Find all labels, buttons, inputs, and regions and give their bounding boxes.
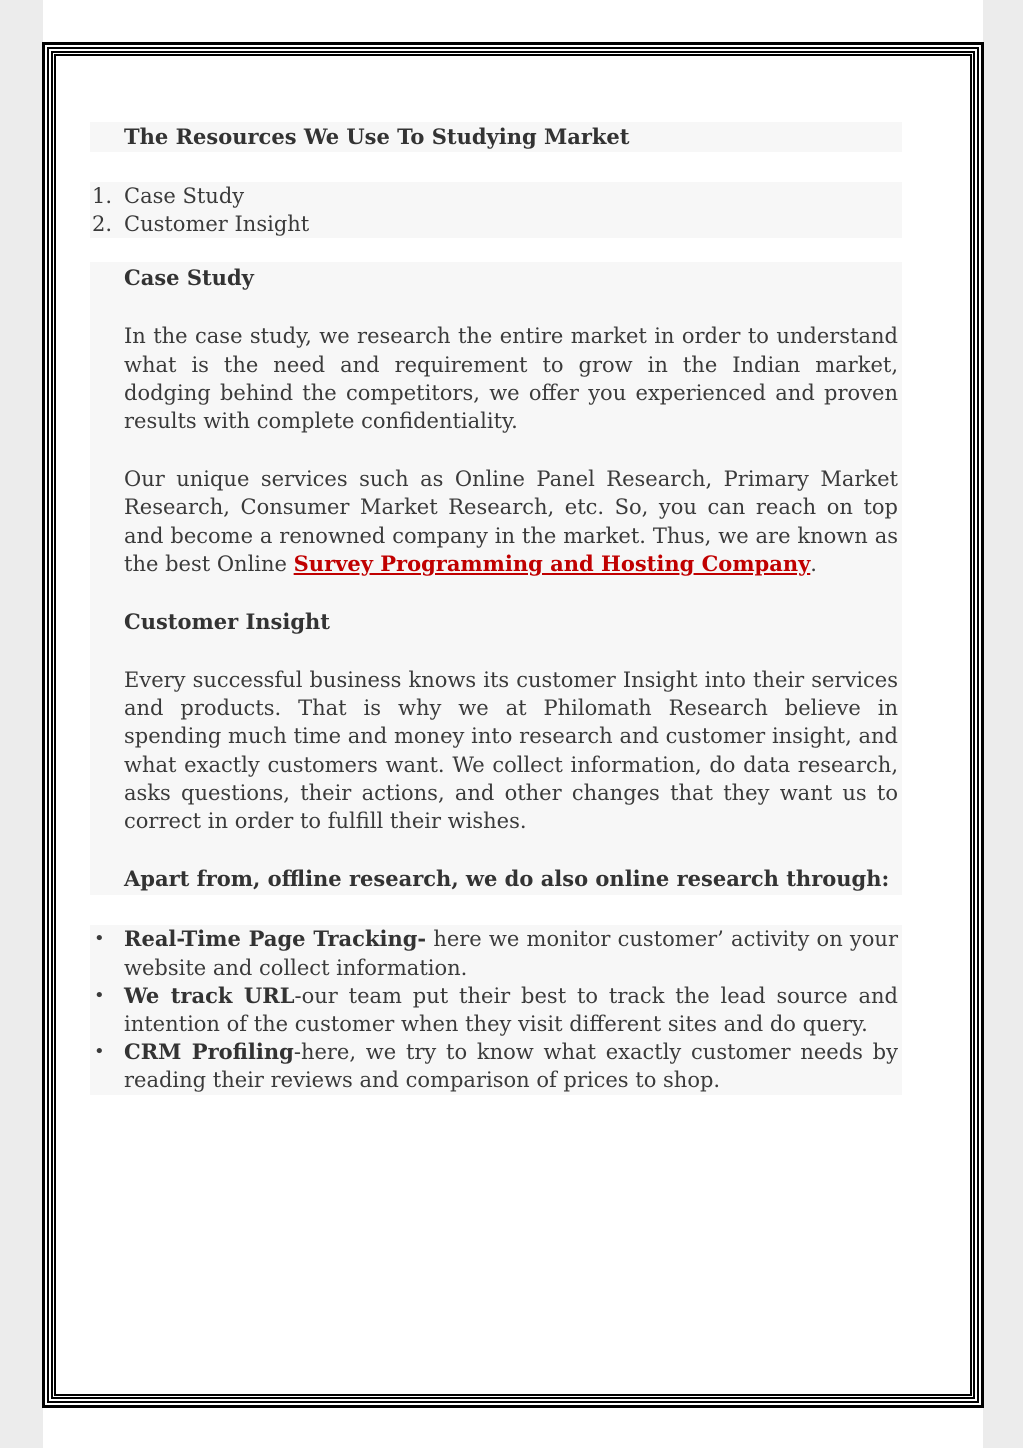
online-research-list (90, 925, 902, 1094)
bullet-text: here we monitor customer’ activity on your website and collect information. (124, 927, 898, 980)
survey-programming-link[interactable]: Survey Programming and Hosting Company (293, 550, 811, 576)
list-item (90, 182, 902, 210)
document-content (90, 122, 902, 1095)
list-item (90, 925, 902, 981)
online-research-heading: Apart from, offline research, we do also online research through: (124, 866, 890, 892)
bullet-title: We track URL (124, 982, 295, 1008)
bullet-title: Real-Time Page Tracking- (124, 926, 427, 952)
main-section (90, 262, 902, 895)
list-item-label: Case Study (124, 184, 245, 208)
paragraph-text: Our unique services such as Online Panel Research, Primary Market Research, Consumer Market Research, etc. So, you can reach on top and become a renowned company in the market. Thus, we are known as the best Online (124, 467, 898, 576)
bullet-icon: • (94, 1041, 105, 1063)
customer-insight-paragraph: Every successful business knows its customer Insight into their services and products. That is why we at Philomath Research believe in spending much time and money into research and customer insight, and what exactly customers want. We collect information, do data research, asks questions, their actions, and other changes that they want us to correct in order to fulfill their wishes. (124, 668, 898, 834)
list-number: 1. (91, 184, 112, 208)
customer-insight-heading: Customer Insight (124, 609, 331, 634)
case-study-heading: Case Study (124, 265, 254, 291)
bullet-text: -here, we try to know what exactly customer needs by reading their reviews and comparison of prices to shop. (124, 1040, 898, 1093)
list-number: 2. (91, 212, 112, 237)
paragraph-end: . (810, 551, 817, 576)
case-study-paragraph-1: In the case study, we research the entire market in order to understand what is the need and requirement to grow in the Indian market, dodging behind the competitors, we offer you experienced and proven results with complete confidentiality. (124, 324, 898, 433)
bullet-title: CRM Profiling (124, 1039, 294, 1065)
list-item (90, 210, 902, 238)
document-title: The Resources We Use To Studying Market (90, 122, 902, 152)
list-item (90, 982, 902, 1038)
bullet-icon: • (94, 984, 105, 1006)
resources-list (90, 182, 902, 238)
list-item-label: Customer Insight (124, 212, 310, 237)
bullet-text: -our team put their best to track the lead source and intention of the customer when they visit different sites and do query. (124, 983, 898, 1037)
list-item (90, 1038, 902, 1094)
bullet-icon: • (94, 928, 105, 950)
case-study-paragraph-2 (124, 465, 898, 578)
